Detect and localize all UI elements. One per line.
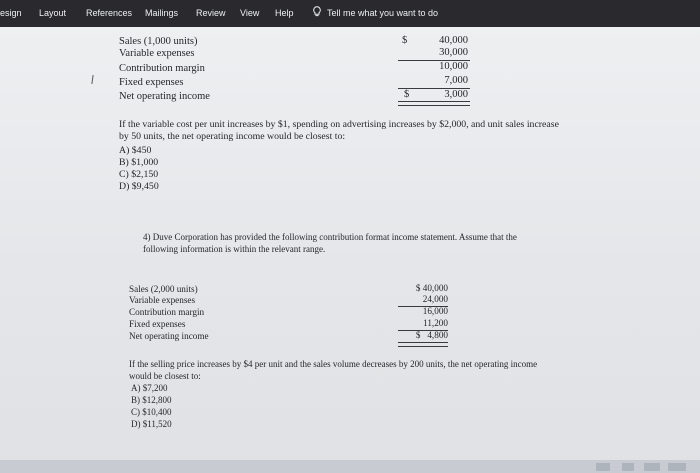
answer-choice: C) $2,150 xyxy=(119,169,159,180)
margin-mark xyxy=(91,75,93,84)
statement-row: Net operating income xyxy=(129,331,209,341)
statement-row: Sales (1,000 units) xyxy=(119,36,198,47)
statement-value: 11,200 xyxy=(423,318,448,328)
answer-choice: D) $9,450 xyxy=(119,181,159,192)
statement-row: Contribution margin xyxy=(119,63,205,74)
statement-value: 24,000 xyxy=(422,294,448,304)
statement-value: 16,000 xyxy=(422,306,448,316)
tell-me-search[interactable] xyxy=(312,6,438,19)
question-4-intro: 4) Duve Corporation has provided the following contribution format income statement. Assume that the following information is within the relevant range. xyxy=(143,232,517,254)
answer-choice: D) $11,520 xyxy=(131,419,172,429)
income-statement-2 xyxy=(0,277,700,352)
currency-symbol: $ xyxy=(404,89,410,100)
question-1: If the variable cost per unit increases by $1, spending on advertising increases by $2,000, and unit sales increase by 50 units, the net operating income would be closest to: xyxy=(119,119,559,142)
taskbar-button[interactable] xyxy=(596,463,610,471)
tab-references[interactable]: References xyxy=(86,8,133,18)
tab-view[interactable]: View xyxy=(240,8,260,18)
taskbar-edge xyxy=(0,460,700,473)
tell-me-label: Tell me what you want to do xyxy=(327,7,439,18)
statement-value: 30,000 xyxy=(439,47,468,58)
statement-value: 3,000 xyxy=(444,89,468,100)
statement-value: 10,000 xyxy=(439,61,468,72)
answer-choice: B) $12,800 xyxy=(131,395,172,405)
taskbar-button[interactable] xyxy=(644,463,660,471)
tab-review[interactable]: Review xyxy=(196,8,226,18)
currency-symbol: $ xyxy=(402,35,408,46)
answer-choice: C) $10,400 xyxy=(131,407,172,417)
tab-mailings[interactable]: Mailings xyxy=(145,8,179,18)
lightbulb-icon xyxy=(312,6,322,19)
statement-row: Net operating income xyxy=(119,91,210,102)
ribbon-bar xyxy=(0,0,700,27)
statement-row: Fixed expenses xyxy=(129,319,186,329)
question-4: If the selling price increases by $4 per unit and the sales volume decreases by 200 units, the net operating income would be closest to: xyxy=(129,359,538,381)
taskbar-button[interactable] xyxy=(622,463,634,471)
document-page xyxy=(0,27,700,473)
tab-layout[interactable]: Layout xyxy=(39,8,67,18)
statement-row: Contribution margin xyxy=(129,307,205,317)
taskbar-button[interactable] xyxy=(668,463,686,471)
answer-choice: A) $450 xyxy=(119,145,152,156)
statement-value: 40,000 xyxy=(439,35,468,46)
tab-design[interactable]: esign xyxy=(0,8,22,18)
statement-value: $ 4,800 xyxy=(415,330,448,340)
statement-double-rule xyxy=(398,101,470,106)
answer-choice: B) $1,000 xyxy=(119,157,159,168)
statement-row: Variable expenses xyxy=(129,295,196,305)
statement-double-rule xyxy=(398,342,448,347)
statement-row: Fixed expenses xyxy=(119,77,184,88)
tab-help[interactable]: Help xyxy=(275,8,294,18)
statement-row: Variable expenses xyxy=(119,48,195,59)
statement-row: Sales (2,000 units) xyxy=(129,284,198,294)
statement-value: $ 40,000 xyxy=(415,283,448,293)
statement-value: 7,000 xyxy=(444,75,468,86)
answer-choice: A) $7,200 xyxy=(131,383,168,393)
